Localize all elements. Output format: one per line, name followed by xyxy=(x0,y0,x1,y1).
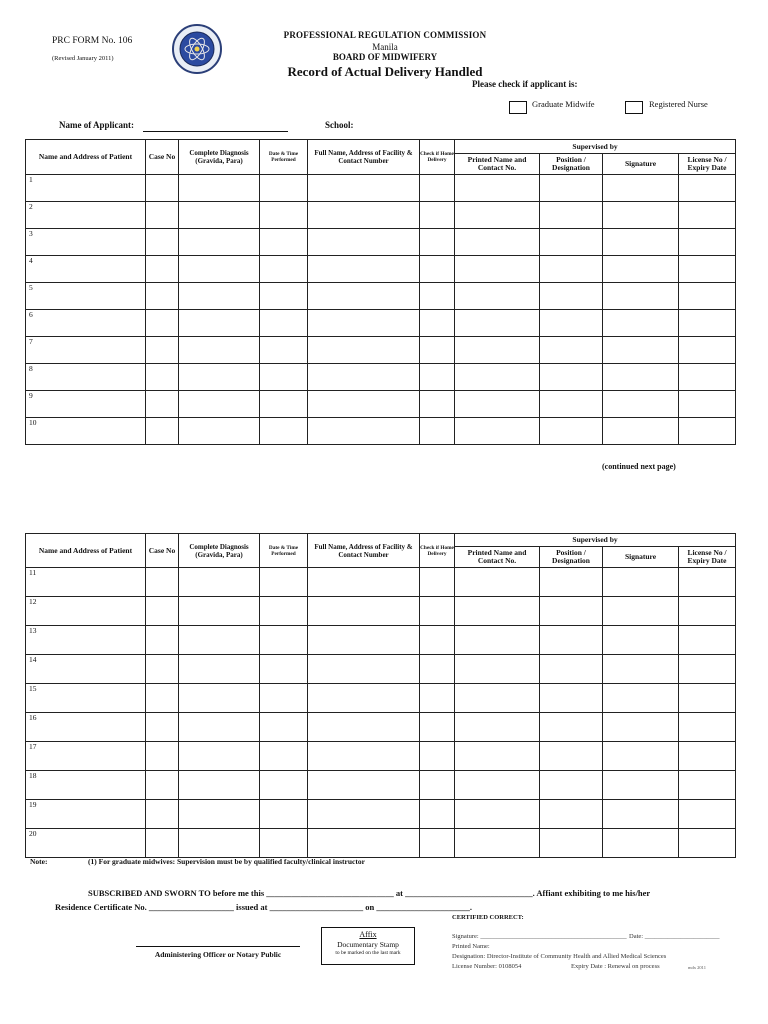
table-cell[interactable] xyxy=(179,364,260,391)
table-cell[interactable] xyxy=(146,202,179,229)
col-signature: Signature xyxy=(603,547,679,568)
col-patient: Name and Address of Patient xyxy=(26,534,146,568)
applicant-type-prompt: Please check if applicant is: xyxy=(472,79,578,89)
table-cell[interactable] xyxy=(260,391,308,418)
admin-officer-label: Administering Officer or Notary Public xyxy=(154,950,282,959)
table-cell[interactable] xyxy=(603,202,679,229)
table-cell[interactable] xyxy=(603,684,679,713)
table-cell[interactable] xyxy=(146,283,179,310)
table-row xyxy=(26,829,736,858)
table-cell[interactable] xyxy=(179,597,260,626)
note-text: (1) For graduate midwives: Supervision must be by qualified faculty/clinical instructor xyxy=(88,857,365,866)
table-cell[interactable] xyxy=(603,391,679,418)
table-cell[interactable] xyxy=(679,175,736,202)
table-cell[interactable] xyxy=(308,364,420,391)
table-cell[interactable] xyxy=(603,175,679,202)
table-cell[interactable] xyxy=(179,568,260,597)
table-cell[interactable] xyxy=(455,800,540,829)
table-cell[interactable] xyxy=(260,829,308,858)
row-number-cell[interactable]: 4 xyxy=(26,256,146,283)
table-row xyxy=(26,626,736,655)
table-cell[interactable] xyxy=(679,229,736,256)
table-cell[interactable] xyxy=(679,655,736,684)
table-cell[interactable] xyxy=(179,391,260,418)
table-cell[interactable] xyxy=(146,800,179,829)
table-cell[interactable] xyxy=(603,283,679,310)
table-cell[interactable] xyxy=(308,800,420,829)
table-cell[interactable] xyxy=(308,229,420,256)
table-cell[interactable] xyxy=(260,771,308,800)
col-printed-name: Printed Name and Contact No. xyxy=(455,547,540,568)
table-cell[interactable] xyxy=(420,364,455,391)
graduate-midwife-label: Graduate Midwife xyxy=(532,99,595,109)
table-cell[interactable] xyxy=(455,229,540,256)
table-row xyxy=(26,175,736,202)
col-datetime: Date & Time Performed xyxy=(260,140,308,175)
table-row xyxy=(26,364,736,391)
school-label: School: xyxy=(325,120,354,130)
table-cell[interactable] xyxy=(679,391,736,418)
table-cell[interactable] xyxy=(540,771,603,800)
table-row xyxy=(26,742,736,771)
delivery-table-2 xyxy=(25,533,736,858)
table-cell[interactable] xyxy=(679,684,736,713)
row-number-cell[interactable]: 15 xyxy=(26,684,146,713)
table-cell[interactable] xyxy=(679,418,736,445)
table-cell[interactable] xyxy=(603,626,679,655)
table-cell[interactable] xyxy=(260,256,308,283)
table-cell[interactable] xyxy=(603,337,679,364)
table-cell[interactable] xyxy=(260,202,308,229)
documentary-stamp-label: Documentary Stamp xyxy=(337,940,399,949)
table-cell[interactable] xyxy=(179,626,260,655)
table-cell[interactable] xyxy=(308,337,420,364)
table-row xyxy=(26,256,736,283)
col-supervised-by: Supervised by xyxy=(455,140,736,154)
table-cell[interactable] xyxy=(308,418,420,445)
table-cell[interactable] xyxy=(540,655,603,684)
table-cell[interactable] xyxy=(455,418,540,445)
table-cell[interactable] xyxy=(146,418,179,445)
row-number-cell[interactable]: 19 xyxy=(26,800,146,829)
col-position: Position / Designation xyxy=(540,547,603,568)
table-cell[interactable] xyxy=(540,310,603,337)
table-row xyxy=(26,418,736,445)
table-cell[interactable] xyxy=(540,418,603,445)
table-cell[interactable] xyxy=(146,175,179,202)
table-cell[interactable] xyxy=(179,418,260,445)
continued-note: (continued next page) xyxy=(602,462,676,471)
table-cell[interactable] xyxy=(420,742,455,771)
row-number-cell[interactable]: 13 xyxy=(26,626,146,655)
table-row xyxy=(26,202,736,229)
graduate-midwife-checkbox[interactable] xyxy=(509,101,527,114)
table-cell[interactable] xyxy=(540,256,603,283)
table-cell[interactable] xyxy=(308,202,420,229)
row-number-cell[interactable]: 12 xyxy=(26,597,146,626)
table-row xyxy=(26,229,736,256)
note-label: Note: xyxy=(30,857,48,866)
table-cell[interactable] xyxy=(420,256,455,283)
table-cell[interactable] xyxy=(146,256,179,283)
table-cell[interactable] xyxy=(308,391,420,418)
table-cell[interactable] xyxy=(420,684,455,713)
table-cell[interactable] xyxy=(420,626,455,655)
table-cell[interactable] xyxy=(455,829,540,858)
documentary-stamp-box xyxy=(321,927,415,965)
table-cell[interactable] xyxy=(540,175,603,202)
table-cell[interactable] xyxy=(179,310,260,337)
table-cell[interactable] xyxy=(146,742,179,771)
certifier-date-field[interactable]: Date: _______________________ xyxy=(629,933,720,940)
row-number-cell[interactable]: 8 xyxy=(26,364,146,391)
table-cell[interactable] xyxy=(260,310,308,337)
table-cell[interactable] xyxy=(455,742,540,771)
table-cell[interactable] xyxy=(179,229,260,256)
table-cell[interactable] xyxy=(179,742,260,771)
table-cell[interactable] xyxy=(603,364,679,391)
table-cell[interactable] xyxy=(146,829,179,858)
table-cell[interactable] xyxy=(603,713,679,742)
table-cell[interactable] xyxy=(679,742,736,771)
table-cell[interactable] xyxy=(308,684,420,713)
certifier-signature-field[interactable]: Signature: _____________________________________________ xyxy=(452,933,627,940)
table-cell[interactable] xyxy=(603,829,679,858)
table-cell[interactable] xyxy=(603,742,679,771)
certifier-designation: Designation: Director-Institute of Community Health and Allied Medical Sciences xyxy=(452,953,667,960)
registered-nurse-checkbox[interactable] xyxy=(625,101,643,114)
col-printed-name: Printed Name and Contact No. xyxy=(455,154,540,175)
delivery-table-1 xyxy=(25,139,736,445)
table-row xyxy=(26,771,736,800)
table-cell[interactable] xyxy=(603,256,679,283)
table-cell[interactable] xyxy=(603,800,679,829)
applicant-name-label: Name of Applicant: xyxy=(59,120,134,130)
table-cell[interactable] xyxy=(146,655,179,684)
prc-seal-logo xyxy=(172,24,222,74)
table-cell[interactable] xyxy=(420,771,455,800)
table-cell[interactable] xyxy=(540,229,603,256)
table-cell[interactable] xyxy=(420,418,455,445)
table-cell[interactable] xyxy=(146,713,179,742)
row-number-cell[interactable]: 16 xyxy=(26,713,146,742)
row-number-cell[interactable]: 2 xyxy=(26,202,146,229)
table-cell[interactable] xyxy=(679,256,736,283)
stamp-instruction: to be marked on the last mark xyxy=(335,950,401,956)
table-cell[interactable] xyxy=(455,202,540,229)
table-row xyxy=(26,568,736,597)
table-cell[interactable] xyxy=(679,829,736,858)
col-datetime: Date & Time Performed xyxy=(260,534,308,568)
col-home-delivery: Check if Home Delivery xyxy=(420,534,455,568)
table-cell[interactable] xyxy=(179,713,260,742)
table-cell[interactable] xyxy=(260,568,308,597)
table-cell[interactable] xyxy=(146,597,179,626)
table-cell[interactable] xyxy=(308,655,420,684)
table-cell[interactable] xyxy=(603,771,679,800)
table-cell[interactable] xyxy=(679,364,736,391)
table-cell[interactable] xyxy=(146,771,179,800)
table-cell[interactable] xyxy=(420,229,455,256)
table-cell[interactable] xyxy=(420,391,455,418)
table-cell[interactable] xyxy=(146,391,179,418)
table-cell[interactable] xyxy=(455,283,540,310)
table-cell[interactable] xyxy=(420,597,455,626)
table-cell[interactable] xyxy=(540,597,603,626)
residence-certificate-line: Residence Certificate No. ____________________ issued at ______________________ on ______________________. xyxy=(55,902,472,912)
row-number-cell[interactable]: 5 xyxy=(26,283,146,310)
table-cell[interactable] xyxy=(308,175,420,202)
table-cell[interactable] xyxy=(540,829,603,858)
city-name: Manila xyxy=(372,42,398,52)
certified-correct-heading: CERTIFIED CORRECT: xyxy=(452,914,524,921)
certifier-printed-name: Printed Name: xyxy=(452,943,490,950)
table-cell[interactable] xyxy=(540,713,603,742)
row-number-cell[interactable]: 14 xyxy=(26,655,146,684)
row-number-cell[interactable]: 1 xyxy=(26,175,146,202)
table-cell[interactable] xyxy=(603,568,679,597)
col-facility: Full Name, Address of Facility & Contact Number xyxy=(308,534,420,568)
table-cell[interactable] xyxy=(179,800,260,829)
table-cell[interactable] xyxy=(260,283,308,310)
table-cell[interactable] xyxy=(146,337,179,364)
table-cell[interactable] xyxy=(146,626,179,655)
table-cell[interactable] xyxy=(146,229,179,256)
table-cell[interactable] xyxy=(679,597,736,626)
table-cell[interactable] xyxy=(679,626,736,655)
table-cell[interactable] xyxy=(540,626,603,655)
col-home-delivery: Check if Home Delivery xyxy=(420,140,455,175)
table-cell[interactable] xyxy=(455,310,540,337)
table-cell[interactable] xyxy=(540,364,603,391)
table-cell[interactable] xyxy=(260,418,308,445)
table-cell[interactable] xyxy=(679,568,736,597)
table-cell[interactable] xyxy=(260,655,308,684)
table-row xyxy=(26,337,736,364)
table-row xyxy=(26,391,736,418)
table-cell[interactable] xyxy=(455,684,540,713)
table-row xyxy=(26,800,736,829)
row-number-cell[interactable]: 20 xyxy=(26,829,146,858)
table-cell[interactable] xyxy=(679,771,736,800)
table-cell[interactable] xyxy=(455,713,540,742)
table-cell[interactable] xyxy=(603,418,679,445)
table-cell[interactable] xyxy=(603,655,679,684)
certifier-license-number: License Number: 0108054 xyxy=(452,963,522,970)
table-cell[interactable] xyxy=(308,829,420,858)
table-cell[interactable] xyxy=(420,202,455,229)
table-cell[interactable] xyxy=(540,283,603,310)
col-patient: Name and Address of Patient xyxy=(26,140,146,175)
table-cell[interactable] xyxy=(260,626,308,655)
table-cell[interactable] xyxy=(603,310,679,337)
col-position: Position / Designation xyxy=(540,154,603,175)
table-cell[interactable] xyxy=(455,391,540,418)
table-cell[interactable] xyxy=(146,568,179,597)
table-cell[interactable] xyxy=(455,771,540,800)
table-cell[interactable] xyxy=(420,568,455,597)
table-cell[interactable] xyxy=(420,310,455,337)
col-case-no: Case No xyxy=(146,534,179,568)
row-number-cell[interactable]: 18 xyxy=(26,771,146,800)
table-cell[interactable] xyxy=(308,597,420,626)
table-cell[interactable] xyxy=(260,229,308,256)
table-cell[interactable] xyxy=(679,202,736,229)
table-cell[interactable] xyxy=(146,364,179,391)
table-cell[interactable] xyxy=(179,202,260,229)
table-cell[interactable] xyxy=(308,283,420,310)
row-number-cell[interactable]: 11 xyxy=(26,568,146,597)
col-facility: Full Name, Address of Facility & Contact Number xyxy=(308,140,420,175)
table-cell[interactable] xyxy=(679,337,736,364)
table-cell[interactable] xyxy=(420,800,455,829)
table-cell[interactable] xyxy=(455,256,540,283)
table-cell[interactable] xyxy=(420,829,455,858)
table-cell[interactable] xyxy=(540,202,603,229)
table-cell[interactable] xyxy=(420,283,455,310)
table-cell[interactable] xyxy=(540,337,603,364)
table-cell[interactable] xyxy=(420,713,455,742)
table-cell[interactable] xyxy=(179,829,260,858)
table-cell[interactable] xyxy=(179,175,260,202)
table-cell[interactable] xyxy=(420,175,455,202)
table-cell[interactable] xyxy=(179,337,260,364)
table-cell[interactable] xyxy=(308,626,420,655)
table-cell[interactable] xyxy=(146,310,179,337)
table-row xyxy=(26,283,736,310)
table-cell[interactable] xyxy=(455,568,540,597)
table-cell[interactable] xyxy=(679,800,736,829)
table-cell[interactable] xyxy=(455,364,540,391)
table-cell[interactable] xyxy=(420,337,455,364)
col-case-no: Case No xyxy=(146,140,179,175)
col-signature: Signature xyxy=(603,154,679,175)
row-number-cell[interactable]: 6 xyxy=(26,310,146,337)
table-cell[interactable] xyxy=(260,742,308,771)
table-cell[interactable] xyxy=(308,742,420,771)
col-license: License No / Expiry Date xyxy=(679,154,736,175)
table-cell[interactable] xyxy=(308,310,420,337)
commission-name: PROFESSIONAL REGULATION COMMISSION xyxy=(283,30,487,40)
table-cell[interactable] xyxy=(179,684,260,713)
admin-signature-line[interactable] xyxy=(136,946,300,947)
table-row xyxy=(26,713,736,742)
table-cell[interactable] xyxy=(260,684,308,713)
table-cell[interactable] xyxy=(679,713,736,742)
registered-nurse-label: Registered Nurse xyxy=(649,99,708,109)
row-number-cell[interactable]: 9 xyxy=(26,391,146,418)
table-cell[interactable] xyxy=(260,713,308,742)
table-row xyxy=(26,684,736,713)
table-cell[interactable] xyxy=(455,655,540,684)
table-cell[interactable] xyxy=(260,337,308,364)
table-cell[interactable] xyxy=(308,568,420,597)
table-cell[interactable] xyxy=(308,771,420,800)
table-cell[interactable] xyxy=(540,568,603,597)
table-cell[interactable] xyxy=(146,684,179,713)
table-cell[interactable] xyxy=(260,597,308,626)
table-cell[interactable] xyxy=(603,229,679,256)
table-cell[interactable] xyxy=(540,391,603,418)
col-diagnosis: Complete Diagnosis (Gravida, Para) xyxy=(179,140,260,175)
table-cell[interactable] xyxy=(260,175,308,202)
table-row xyxy=(26,310,736,337)
table-cell[interactable] xyxy=(179,283,260,310)
table-row xyxy=(26,597,736,626)
table-cell[interactable] xyxy=(308,713,420,742)
row-number-cell[interactable]: 7 xyxy=(26,337,146,364)
table-cell[interactable] xyxy=(179,256,260,283)
form-number: PRC FORM No. 106 xyxy=(52,36,133,46)
table-cell[interactable] xyxy=(679,310,736,337)
table-cell[interactable] xyxy=(455,626,540,655)
affix-label: Affix xyxy=(359,930,377,939)
form-code: mdx 2011 xyxy=(688,965,706,970)
table-cell[interactable] xyxy=(179,771,260,800)
table-cell[interactable] xyxy=(260,800,308,829)
revision-date: (Revised January 2011) xyxy=(52,55,114,62)
table-cell[interactable] xyxy=(540,800,603,829)
col-supervised-by: Supervised by xyxy=(455,534,736,547)
table-cell[interactable] xyxy=(260,364,308,391)
col-diagnosis: Complete Diagnosis (Gravida, Para) xyxy=(179,534,260,568)
table-cell[interactable] xyxy=(540,684,603,713)
board-name: BOARD OF MIDWIFERY xyxy=(332,52,438,62)
table-cell[interactable] xyxy=(420,655,455,684)
table-cell[interactable] xyxy=(603,597,679,626)
form-title: Record of Actual Delivery Handled xyxy=(287,64,483,79)
table-cell[interactable] xyxy=(455,597,540,626)
table-cell[interactable] xyxy=(455,337,540,364)
table-cell[interactable] xyxy=(308,256,420,283)
col-license: License No / Expiry Date xyxy=(679,547,736,568)
applicant-name-field[interactable] xyxy=(143,120,288,132)
row-number-cell[interactable]: 3 xyxy=(26,229,146,256)
sworn-statement: SUBSCRIBED AND SWORN TO before me this ______________________________ at ______________________________. Affiant exhibiting to me his/her xyxy=(88,888,651,898)
row-number-cell[interactable]: 17 xyxy=(26,742,146,771)
table-cell[interactable] xyxy=(455,175,540,202)
row-number-cell[interactable]: 10 xyxy=(26,418,146,445)
certifier-expiry-date: Expiry Date : Renewal on process xyxy=(571,963,660,970)
table-row xyxy=(26,655,736,684)
table-cell[interactable] xyxy=(179,655,260,684)
table-cell[interactable] xyxy=(679,283,736,310)
table-cell[interactable] xyxy=(540,742,603,771)
